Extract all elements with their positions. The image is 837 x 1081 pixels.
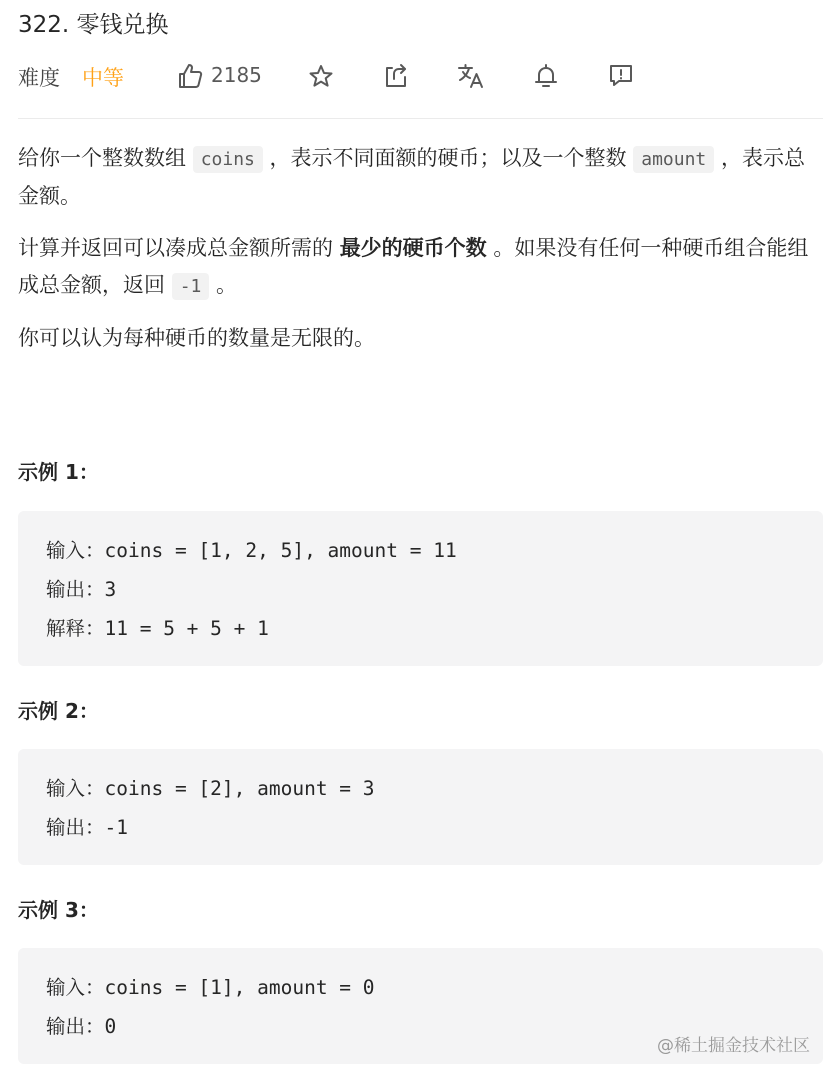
difficulty-label: 难度 [18,66,60,90]
inline-code-amount: amount [633,146,714,173]
example-line: 输出：-1 [46,816,128,839]
watermark: @稀土掘金技术社区 [657,1036,810,1056]
notify-button[interactable] [530,60,562,92]
example-line: 输出：0 [46,1015,117,1038]
inline-code-minus-one: -1 [172,273,210,300]
description-paragraph [18,140,818,215]
description-paragraph: 你可以认为每种硬币的数量是无限的。 [18,326,375,350]
share-button[interactable] [380,60,412,92]
difficulty-badge: 中等 [82,66,124,90]
inline-code-coins: coins [193,146,263,173]
example-2-title: 示例 2： [18,699,99,723]
share-icon [380,60,412,92]
like-count: 2185 [211,63,262,87]
text: ，表示总金额。 [18,146,805,208]
text: 。如果没有任何一种硬币组合能组成总金额，返回 [18,236,809,297]
feedback-button[interactable] [605,60,637,92]
thumbs-up-icon [174,60,206,92]
text: 。 [209,273,238,297]
like-button[interactable] [174,60,206,92]
example-2-code-block [18,749,823,865]
bell-icon [530,60,562,92]
example-line: 输出：3 [46,578,117,601]
description-paragraph [18,230,818,305]
text: ，表示不同面额的硬币；以及一个整数 [262,146,634,170]
example-1-code-block [18,511,823,666]
header-divider [18,118,823,119]
example-line: 输入：coins = [1, 2, 5], amount = 11 [46,539,457,562]
feedback-icon [605,60,637,92]
problem-meta-bar [18,56,818,96]
example-line: 输入：coins = [1], amount = 0 [46,976,375,999]
example-1-title: 示例 1： [18,460,99,484]
example-line: 输入：coins = [2], amount = 3 [46,777,375,800]
problem-description [18,140,818,372]
favorite-button[interactable] [305,60,337,92]
text: 给你一个整数数组 [18,146,193,170]
example-3-title: 示例 3： [18,898,99,922]
text: 计算并返回可以凑成总金额所需的 [18,236,340,260]
star-icon [305,60,337,92]
translate-icon [455,60,487,92]
problem-title: 322. 零钱兑换 [18,12,169,38]
example-line: 解释：11 = 5 + 5 + 1 [46,617,269,640]
emphasis-text: 最少的硬币个数 [339,236,487,260]
translate-button[interactable] [455,60,487,92]
